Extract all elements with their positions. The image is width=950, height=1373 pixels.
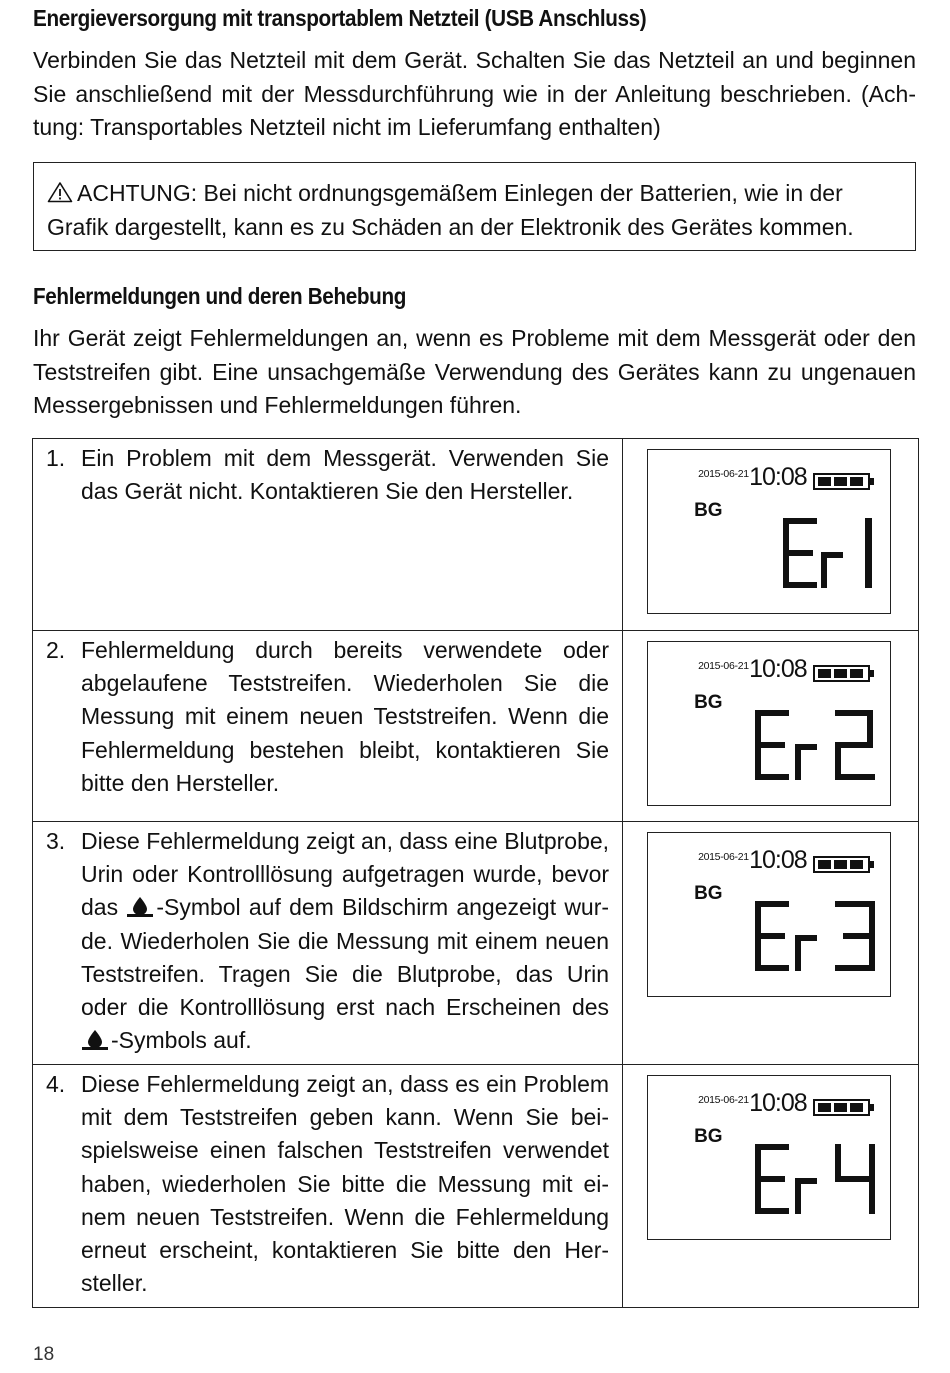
lcd-display-er2 <box>647 641 891 806</box>
warning-box <box>33 162 916 251</box>
lcd-error-code-er2 <box>753 708 883 784</box>
battery-icon <box>813 1099 876 1116</box>
lcd-date: 2015-06-21 <box>698 1094 749 1106</box>
error-description-4 <box>33 1065 622 1300</box>
lcd-bg-label: BG <box>694 1126 723 1147</box>
item-text-a: Diese Fehlermeldung zeigt an, dass eine Blutprobe, Urin oder Kontrolllösung aufgetragen wurde, bevor das <box>81 828 610 921</box>
lcd-date: 2015-06-21 <box>698 468 749 480</box>
lcd-time: 10:08 <box>749 846 807 874</box>
battery-icon <box>813 473 876 490</box>
table-row <box>33 439 919 631</box>
item-number: 1. <box>46 445 66 471</box>
item-number: 2. <box>46 637 66 663</box>
lcd-bg-label: BG <box>694 883 723 904</box>
warning-triangle-icon <box>47 181 73 203</box>
page-number: 18 <box>33 1344 55 1365</box>
error-description-3 <box>33 822 622 1057</box>
table-row <box>33 631 919 822</box>
error-table <box>32 438 919 1308</box>
lcd-time: 10:08 <box>749 655 807 683</box>
item-text: Ein Problem mit dem Messgerät. Verwenden Sie das Gerät nicht. Kontaktieren Sie den Hersteller. <box>81 445 610 505</box>
warning-text-1: ACHTUNG: Bei nicht ordnungsgemäßem Einlegen der Batterien, wie in der <box>77 180 843 206</box>
lcd-display-er1 <box>647 449 891 614</box>
battery-icon <box>813 856 876 873</box>
item-text-b: -Symbol auf dem Bildschirm angezeigt wurde. Wiederholen Sie die Messung mit einem neuen Teststreifen. Tragen Sie die Blutprobe, das Urin oder die Kontrolllösung erst nach Erscheinen des <box>81 894 610 1021</box>
lcd-time: 10:08 <box>749 1089 807 1117</box>
power-supply-paragraph: Verbinden Sie das Netzteil mit dem Gerät. Schalten Sie das Netzteil an und beginnen Sie anschließend mit der Messdurchführung wie in der Anleitung beschrieben. (Achtung: Transportables Netzteil nicht im Lieferumfang enthalten) <box>33 47 916 140</box>
item-text: Diese Fehlermeldung zeigt an, dass es ein Problem mit dem Teststreifen geben kann. Wenn Sie beispielsweise einen falschen Teststreifen verwendet haben, wiederholen Sie bitte die Messung mit einem neuen Teststreifen. Wenn die Fehlermeldung erneut erscheint, kontaktieren Sie bitte den Hersteller. <box>81 1071 610 1297</box>
error-description-2 <box>33 631 622 800</box>
item-text-c: -Symbols auf. <box>111 1027 252 1054</box>
lcd-display-er4 <box>647 1075 891 1240</box>
item-text: Fehlermeldung durch bereits verwendete oder abgelaufene Teststreifen. Wiederholen Sie die Messung mit einem neuen Teststreifen. Wenn die Fehlermeldung bestehen bleibt, kontaktieren Sie bitte den Hersteller. <box>81 637 610 796</box>
lcd-error-code-er3 <box>753 899 883 975</box>
table-row <box>33 822 919 1065</box>
item-number: 3. <box>46 828 66 854</box>
lcd-bg-label: BG <box>694 500 723 521</box>
error-messages-paragraph: Ihr Gerät zeigt Fehlermeldungen an, wenn es Probleme mit dem Messgerät oder den Teststreifen gibt. Eine unsachgemäße Verwendung des Gerätes kann zu ungenauen Messergebnissen und Fehlermeldungen führen. <box>33 325 916 418</box>
lcd-date: 2015-06-21 <box>698 851 749 863</box>
warning-text-2: Grafik dargestellt, kann es zu Schäden an der Elektronik des Gerätes kommen. <box>47 213 854 240</box>
table-row <box>33 1065 919 1308</box>
power-supply-heading: Energieversorgung mit transportablem Netzteil (USB Anschluss) <box>33 5 647 31</box>
battery-icon <box>813 665 876 682</box>
lcd-time: 10:08 <box>749 463 807 491</box>
blood-drop-strip-icon <box>81 1029 109 1051</box>
lcd-display-er3 <box>647 832 891 997</box>
error-messages-heading: Fehlermeldungen und deren Behebung <box>33 283 407 309</box>
item-number: 4. <box>46 1071 66 1097</box>
warning-line-1 <box>47 177 915 211</box>
lcd-error-code-er4 <box>753 1142 883 1218</box>
lcd-bg-label: BG <box>694 692 723 713</box>
lcd-date: 2015-06-21 <box>698 660 749 672</box>
error-description-1 <box>33 439 622 508</box>
lcd-error-code-er1 <box>753 516 883 592</box>
blood-drop-strip-icon <box>126 896 154 918</box>
